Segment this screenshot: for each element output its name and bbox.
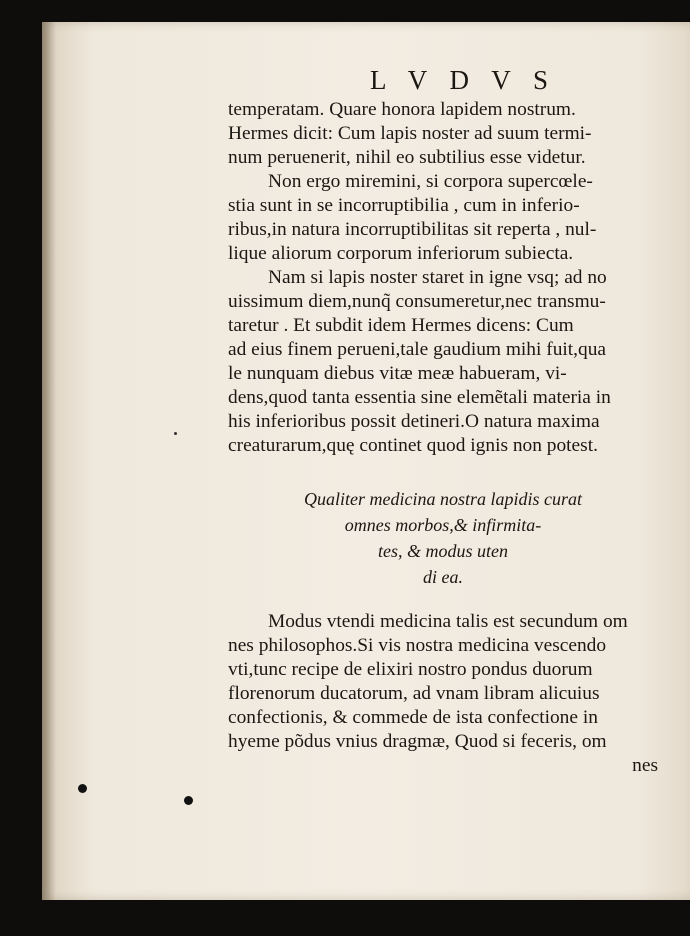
text-line: stia sunt in se incorruptibilia , cum in inferio- <box>228 195 580 216</box>
gutter-shadow <box>42 22 56 900</box>
text-line: hyeme põdus vnius dragmæ, Quod si feceris, om <box>228 731 607 752</box>
text-line: uissimum diem,nunq̃ consumeretur,nec transmu- <box>228 291 606 312</box>
heading-line: tes, & modus uten <box>378 541 508 561</box>
binding-hole-left <box>78 784 87 793</box>
text-line: nes philosophos.Si vis nostra medicina vescendo <box>228 635 607 656</box>
heading-line: di ea. <box>423 567 463 587</box>
text-line: ribus,in natura incorruptibilitas sit reperta , nul- <box>228 219 597 240</box>
running-head: L V D V S <box>369 65 557 95</box>
text-line: dens,quod tanta essentia sine elemẽtali materia in <box>228 387 611 408</box>
paragraph-4 <box>228 610 658 778</box>
paragraph-1 <box>228 98 658 170</box>
text-line: le nunquam diebus vitæ meæ habueram, vi- <box>228 363 567 384</box>
text-line: ad eius finem perueni,tale gaudium mihi fuit,qua <box>228 339 607 360</box>
text-line: Nam si lapis noster staret in igne vsq; ad no <box>268 267 607 288</box>
catchword: nes <box>632 755 658 776</box>
text-line: lique aliorum corporum inferiorum subiecta. <box>228 243 574 264</box>
chapter-heading <box>228 486 658 590</box>
book-page <box>42 22 690 900</box>
text-line: temperatam. Quare honora lapidem nostrum. <box>228 99 576 120</box>
ink-speck <box>174 432 177 435</box>
text-line: num peruenerit, nihil eo subtilius esse videtur. <box>228 147 586 168</box>
heading-line: omnes morbos,& infirmita- <box>344 515 542 535</box>
text-line: confectionis, & commede de ista confectione in <box>228 707 598 728</box>
text-line: taretur . Et subdit idem Hermes dicens: Cum <box>228 315 574 336</box>
text-line: vti,tunc recipe de elixiri nostro pondus duorum <box>228 659 593 680</box>
text-line: his inferioribus possit detineri.O natura maxima <box>228 411 600 432</box>
binding-hole-right <box>184 796 193 805</box>
text-line: Modus vtendi medicina talis est secundum om <box>268 611 628 632</box>
text-line: Non ergo miremini, si corpora supercœle- <box>268 171 593 192</box>
text-line: florenorum ducatorum, ad vnam libram alicuius <box>228 683 600 704</box>
text-line: Hermes dicit: Cum lapis noster ad suum termi- <box>228 123 592 144</box>
text-block <box>228 62 658 778</box>
text-line: creaturarum,quę continet quod ignis non potest. <box>228 435 598 456</box>
heading-line: Qualiter medicina nostra lapidis curat <box>304 489 582 509</box>
paragraph-3 <box>228 266 658 458</box>
paragraph-2 <box>228 170 658 266</box>
